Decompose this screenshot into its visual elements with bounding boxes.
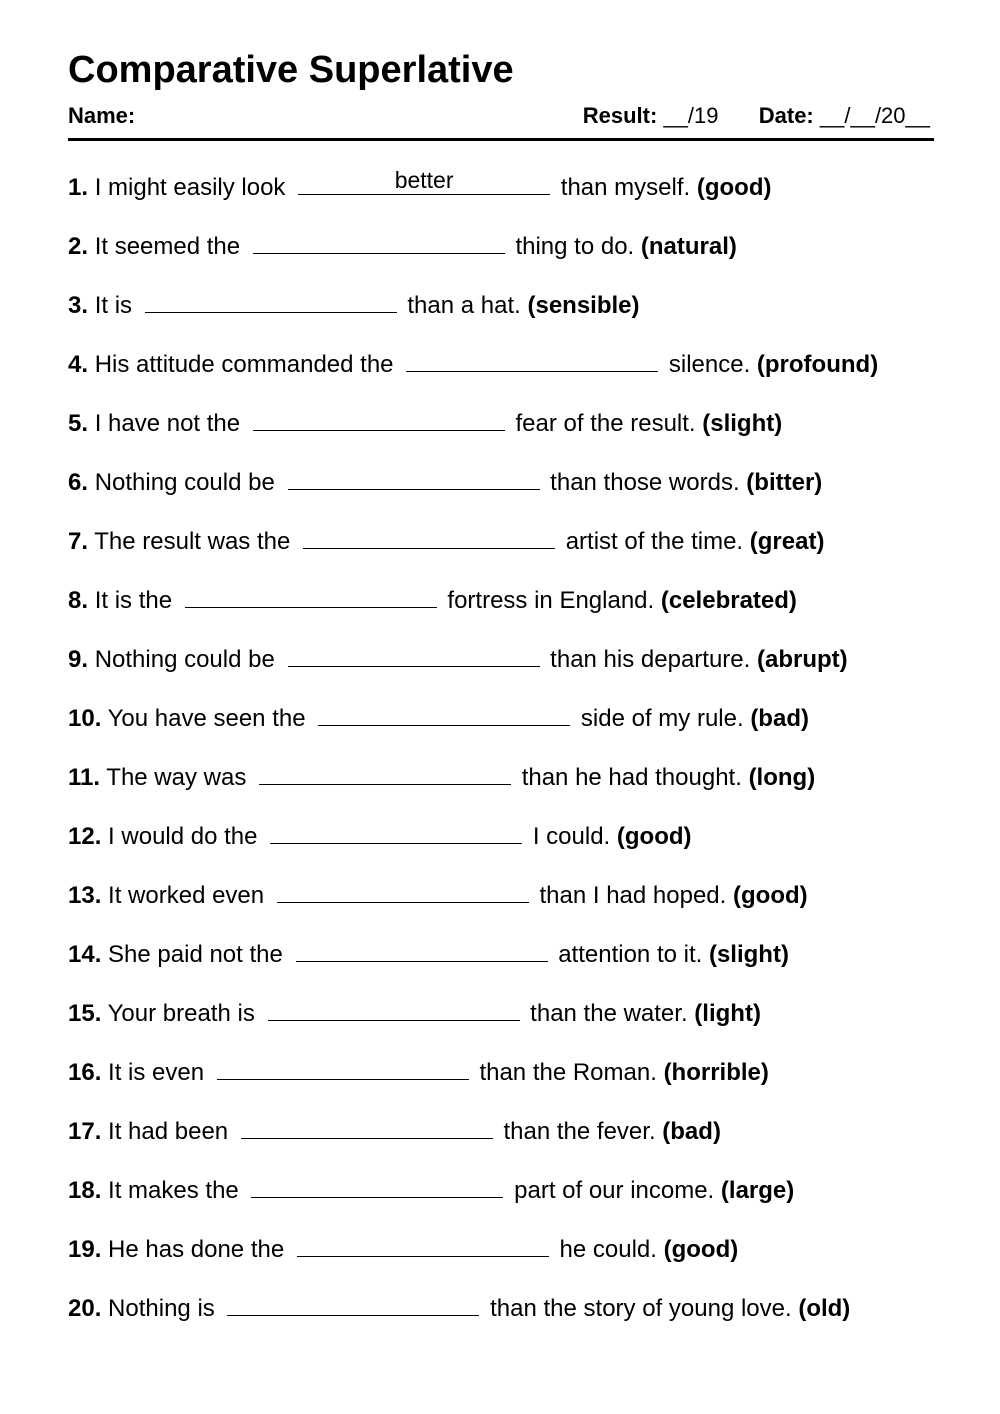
question-text-after: silence. <box>668 351 751 378</box>
adjective-hint: (horrible) <box>663 1059 769 1086</box>
adjective-hint: (good) <box>733 882 808 909</box>
question-number: 16. <box>68 1059 102 1086</box>
question-text-after: than the Roman. <box>479 1059 657 1086</box>
question-number: 20. <box>68 1295 102 1322</box>
adjective-hint: (sensible) <box>527 292 640 319</box>
question-item-8 <box>68 581 934 640</box>
question-item-12 <box>68 817 934 876</box>
question-number: 19. <box>68 1236 102 1263</box>
question-text-before: It makes the <box>108 1177 239 1204</box>
question-text-before: He has done the <box>108 1236 285 1263</box>
question-text-after: than those words. <box>550 469 740 496</box>
adjective-hint: (celebrated) <box>660 587 797 614</box>
question-text-after: fear of the result. <box>515 410 696 437</box>
result-date-group <box>583 102 930 130</box>
question-item-14 <box>68 935 934 994</box>
question-item-11 <box>68 758 934 817</box>
question-text-before: Nothing could be <box>94 469 275 496</box>
question-text-after: than the story of young love. <box>490 1295 792 1322</box>
answer-blank[interactable] <box>277 876 529 903</box>
question-number: 14. <box>68 941 102 968</box>
question-number: 11. <box>68 764 101 791</box>
question-text-after: he could. <box>559 1236 657 1263</box>
date-label: Date: <box>758 103 814 128</box>
question-number: 4. <box>68 351 89 378</box>
question-text-after: than he had thought. <box>521 764 742 791</box>
question-number: 13. <box>68 882 102 909</box>
answer-blank[interactable] <box>217 1053 469 1080</box>
header-divider <box>68 138 934 141</box>
question-number: 10. <box>68 705 102 732</box>
question-text-after: I could. <box>532 823 611 850</box>
question-text-after: thing to do. <box>515 233 635 260</box>
question-number: 18. <box>68 1177 102 1204</box>
adjective-hint: (long) <box>748 764 816 791</box>
question-text-before: Your breath is <box>107 1000 255 1027</box>
question-text-after: artist of the time. <box>565 528 744 555</box>
question-text-after: attention to it. <box>558 941 703 968</box>
answer-blank[interactable] <box>288 640 540 667</box>
adjective-hint: (profound) <box>756 351 879 378</box>
question-item-19 <box>68 1230 934 1289</box>
question-text-after: than myself. <box>560 174 691 201</box>
adjective-hint: (good) <box>696 174 772 201</box>
question-item-4 <box>68 345 934 404</box>
question-text-before: I have not the <box>94 410 241 437</box>
answer-blank[interactable] <box>259 758 511 785</box>
answer-blank[interactable] <box>297 1230 549 1257</box>
answer-text: better <box>394 167 454 193</box>
question-text-before: You have seen the <box>107 705 306 732</box>
question-number: 15. <box>68 1000 102 1027</box>
question-item-16 <box>68 1053 934 1112</box>
answer-blank[interactable] <box>185 581 437 608</box>
question-item-17 <box>68 1112 934 1171</box>
question-text-before: It seemed the <box>94 233 241 260</box>
question-text-after: than a hat. <box>407 292 521 319</box>
question-number: 2. <box>68 233 89 260</box>
question-item-13 <box>68 876 934 935</box>
question-text-after: than I had hoped. <box>539 882 727 909</box>
question-item-7 <box>68 522 934 581</box>
name-label: Name: <box>68 103 136 128</box>
question-text-after: than the fever. <box>503 1118 656 1145</box>
adjective-hint: (large) <box>720 1177 795 1204</box>
adjective-hint: (good) <box>663 1236 739 1263</box>
answer-blank[interactable] <box>288 463 540 490</box>
question-text-before: The result was the <box>94 528 291 555</box>
question-item-6 <box>68 463 934 522</box>
question-number: 8. <box>68 587 89 614</box>
question-list <box>68 168 934 1348</box>
question-number: 12. <box>68 823 102 850</box>
question-number: 17. <box>68 1118 102 1145</box>
answer-blank[interactable] <box>318 699 570 726</box>
question-text-before: I would do the <box>108 823 258 850</box>
question-text-after: part of our income. <box>514 1177 715 1204</box>
date-value: __/__/20__ <box>819 103 930 128</box>
question-number: 3. <box>68 292 89 319</box>
question-item-15 <box>68 994 934 1053</box>
answer-blank[interactable] <box>251 1171 503 1198</box>
question-item-3 <box>68 286 934 345</box>
question-text-after: than his departure. <box>550 646 751 673</box>
question-item-18 <box>68 1171 934 1230</box>
question-text-before: It is even <box>108 1059 205 1086</box>
adjective-hint: (slight) <box>702 410 783 437</box>
answer-blank[interactable] <box>253 404 505 431</box>
answer-blank[interactable] <box>145 286 397 313</box>
worksheet-header <box>68 102 934 130</box>
question-text-after: fortress in England. <box>447 587 655 614</box>
answer-blank[interactable] <box>268 994 520 1021</box>
adjective-hint: (great) <box>749 528 825 555</box>
answer-blank[interactable] <box>253 227 505 254</box>
question-text-before: Nothing could be <box>94 646 275 673</box>
question-text-before: It is the <box>94 587 173 614</box>
adjective-hint: (abrupt) <box>756 646 848 673</box>
question-text-before: Nothing is <box>108 1295 215 1322</box>
question-item-20 <box>68 1289 934 1348</box>
question-number: 9. <box>68 646 89 673</box>
answer-blank[interactable] <box>406 345 658 372</box>
adjective-hint: (bitter) <box>746 469 823 496</box>
answer-blank[interactable] <box>227 1289 479 1316</box>
question-text-before: She paid not the <box>108 941 283 968</box>
adjective-hint: (old) <box>798 1295 851 1322</box>
question-item-10 <box>68 699 934 758</box>
question-text-after: side of my rule. <box>580 705 744 732</box>
question-number: 1. <box>68 174 89 201</box>
adjective-hint: (good) <box>616 823 692 850</box>
question-text-before: It is <box>94 292 133 319</box>
question-item-2 <box>68 227 934 286</box>
adjective-hint: (bad) <box>662 1118 721 1145</box>
question-item-9 <box>68 640 934 699</box>
adjective-hint: (light) <box>694 1000 761 1027</box>
answer-blank[interactable] <box>241 1112 493 1139</box>
answer-blank[interactable] <box>270 817 522 844</box>
question-text-before: It worked even <box>108 882 265 909</box>
question-text-before: His attitude commanded the <box>94 351 394 378</box>
result-value: __/19 <box>663 103 719 128</box>
adjective-hint: (bad) <box>750 705 809 732</box>
question-number: 5. <box>68 410 89 437</box>
question-item-5 <box>68 404 934 463</box>
worksheet-title: Comparative Superlative <box>68 49 514 91</box>
question-text-after: than the water. <box>530 1000 688 1027</box>
question-text-before: It had been <box>108 1118 229 1145</box>
question-text-before: The way was <box>106 764 247 791</box>
question-number: 6. <box>68 469 89 496</box>
question-text-before: I might easily look <box>94 174 286 201</box>
question-item-1 <box>68 168 934 227</box>
adjective-hint: (slight) <box>708 941 789 968</box>
answer-blank[interactable] <box>303 522 555 549</box>
result-label: Result: <box>582 103 658 128</box>
answer-blank[interactable] <box>298 168 550 195</box>
question-number: 7. <box>68 528 89 555</box>
answer-blank[interactable] <box>296 935 548 962</box>
adjective-hint: (natural) <box>640 233 737 260</box>
